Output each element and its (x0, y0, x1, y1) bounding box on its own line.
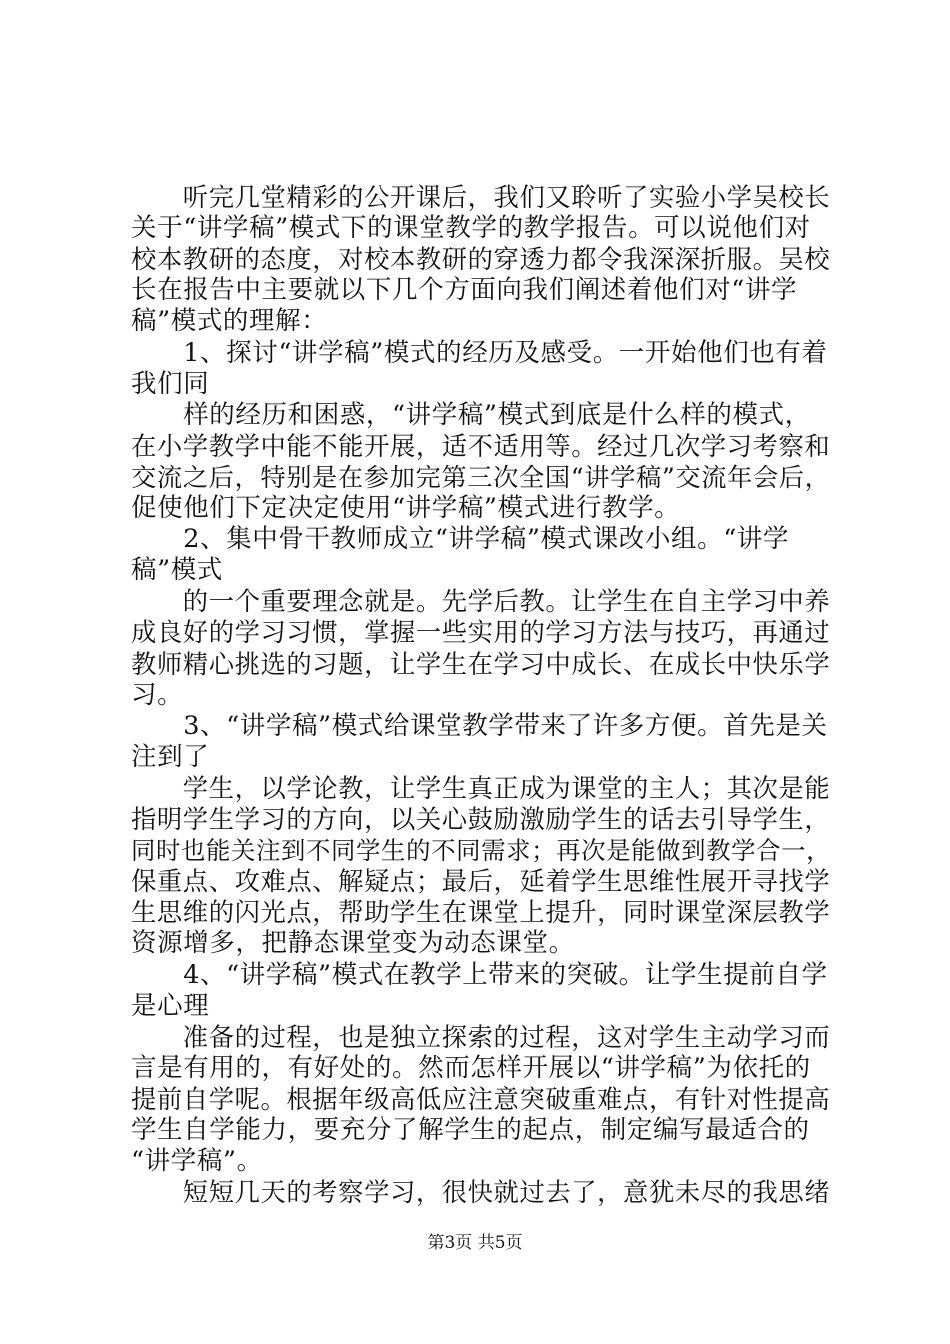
text-line: 短短几天的考察学习，很快就过去了，意犹未尽的我思绪 (131, 1178, 831, 1208)
text-line: 保重点、攻难点、解疑点；最后，延着学生思维性展开寻找学 (131, 867, 831, 897)
text-line: 稿”模式的理解： (131, 306, 328, 337)
text-line: “讲学稿”。 (131, 1146, 263, 1177)
text-line: 在小学教学中能不能开展，适不适用等。经过几次学习考察和 (131, 431, 831, 461)
text-line: 1、探讨“讲学稿”模式的经历及感受。一开始他们也有着 (131, 337, 828, 368)
text-line: 生思维的闪光点，帮助学生在课堂上提升，同时课堂深层教学 (131, 898, 831, 928)
text-line: 教师精心挑选的习题，让学生在学习中成长、在成长中快乐学 (131, 649, 831, 679)
text-line: 关于“讲学稿”模式下的课堂教学的教学报告。可以说他们对 (131, 213, 811, 244)
text-line: 3、“讲学稿”模式给课堂教学带来了许多方便。首先是关 (131, 710, 828, 741)
text-line: 资源增多，把静态课堂变为动态课堂。 (131, 928, 575, 959)
text-line: 习。 (131, 679, 184, 710)
page-number-footer: 第3页 共5页 (427, 1233, 523, 1253)
text-line: 注到了 (131, 741, 210, 772)
text-line: 促使他们下定决定使用“讲学稿”模式进行教学。 (131, 493, 681, 523)
text-line: 我们同 (131, 368, 210, 399)
text-line: 2、集中骨干教师成立“讲学稿”模式课改小组。“讲学 (131, 524, 790, 555)
text-line: 言是有用的，有好处的。然而怎样开展以“讲学稿”为依托的 (131, 1052, 811, 1083)
text-line: 稿”模式 (131, 555, 223, 586)
text-line: 听完几堂精彩的公开课后，我们又聆听了实验小学吴校长 (131, 183, 831, 212)
text-line: 指明学生学习的方向，以关心鼓励激励学生的话去引导学生， (131, 805, 831, 834)
text-line: 样的经历和困惑，“讲学稿”模式到底是什么样的模式， (131, 399, 811, 430)
text-line: 准备的过程，也是独立探索的过程，这对学生主动学习而 (131, 1022, 831, 1052)
text-line: 的一个重要理念就是。先学后教。让学生在自主学习中养 (131, 587, 831, 617)
text-line: 校本教研的态度，对校本教研的穿透力都令我深深折服。吴校 (131, 245, 831, 275)
text-line: 交流之后，特别是在参加完第三次全国“讲学稿”交流年会后， (131, 462, 831, 492)
text-line: 学生自学能力，要充分了解学生的起点，制定编写最适合的 (131, 1115, 810, 1145)
text-line: 长在报告中主要就以下几个方面向我们阐述着他们对“讲学 (131, 275, 798, 306)
text-line: 提前自学呢。根据年级高低应注意突破重难点，有针对性提高 (131, 1084, 831, 1114)
text-line: 成良好的学习习惯，掌握一些实用的学习方法与技巧，再通过 (131, 618, 831, 648)
text-line: 是心理 (131, 990, 210, 1021)
text-line: 同时也能关注到不同学生的不同需求；再次是能做到教学合一， (131, 836, 832, 866)
text-line: 学生，以学论教，让学生真正成为课堂的主人；其次是能 (131, 773, 831, 803)
text-line: 4、“讲学稿”模式在教学上带来的突破。让学生提前自学 (131, 959, 828, 990)
